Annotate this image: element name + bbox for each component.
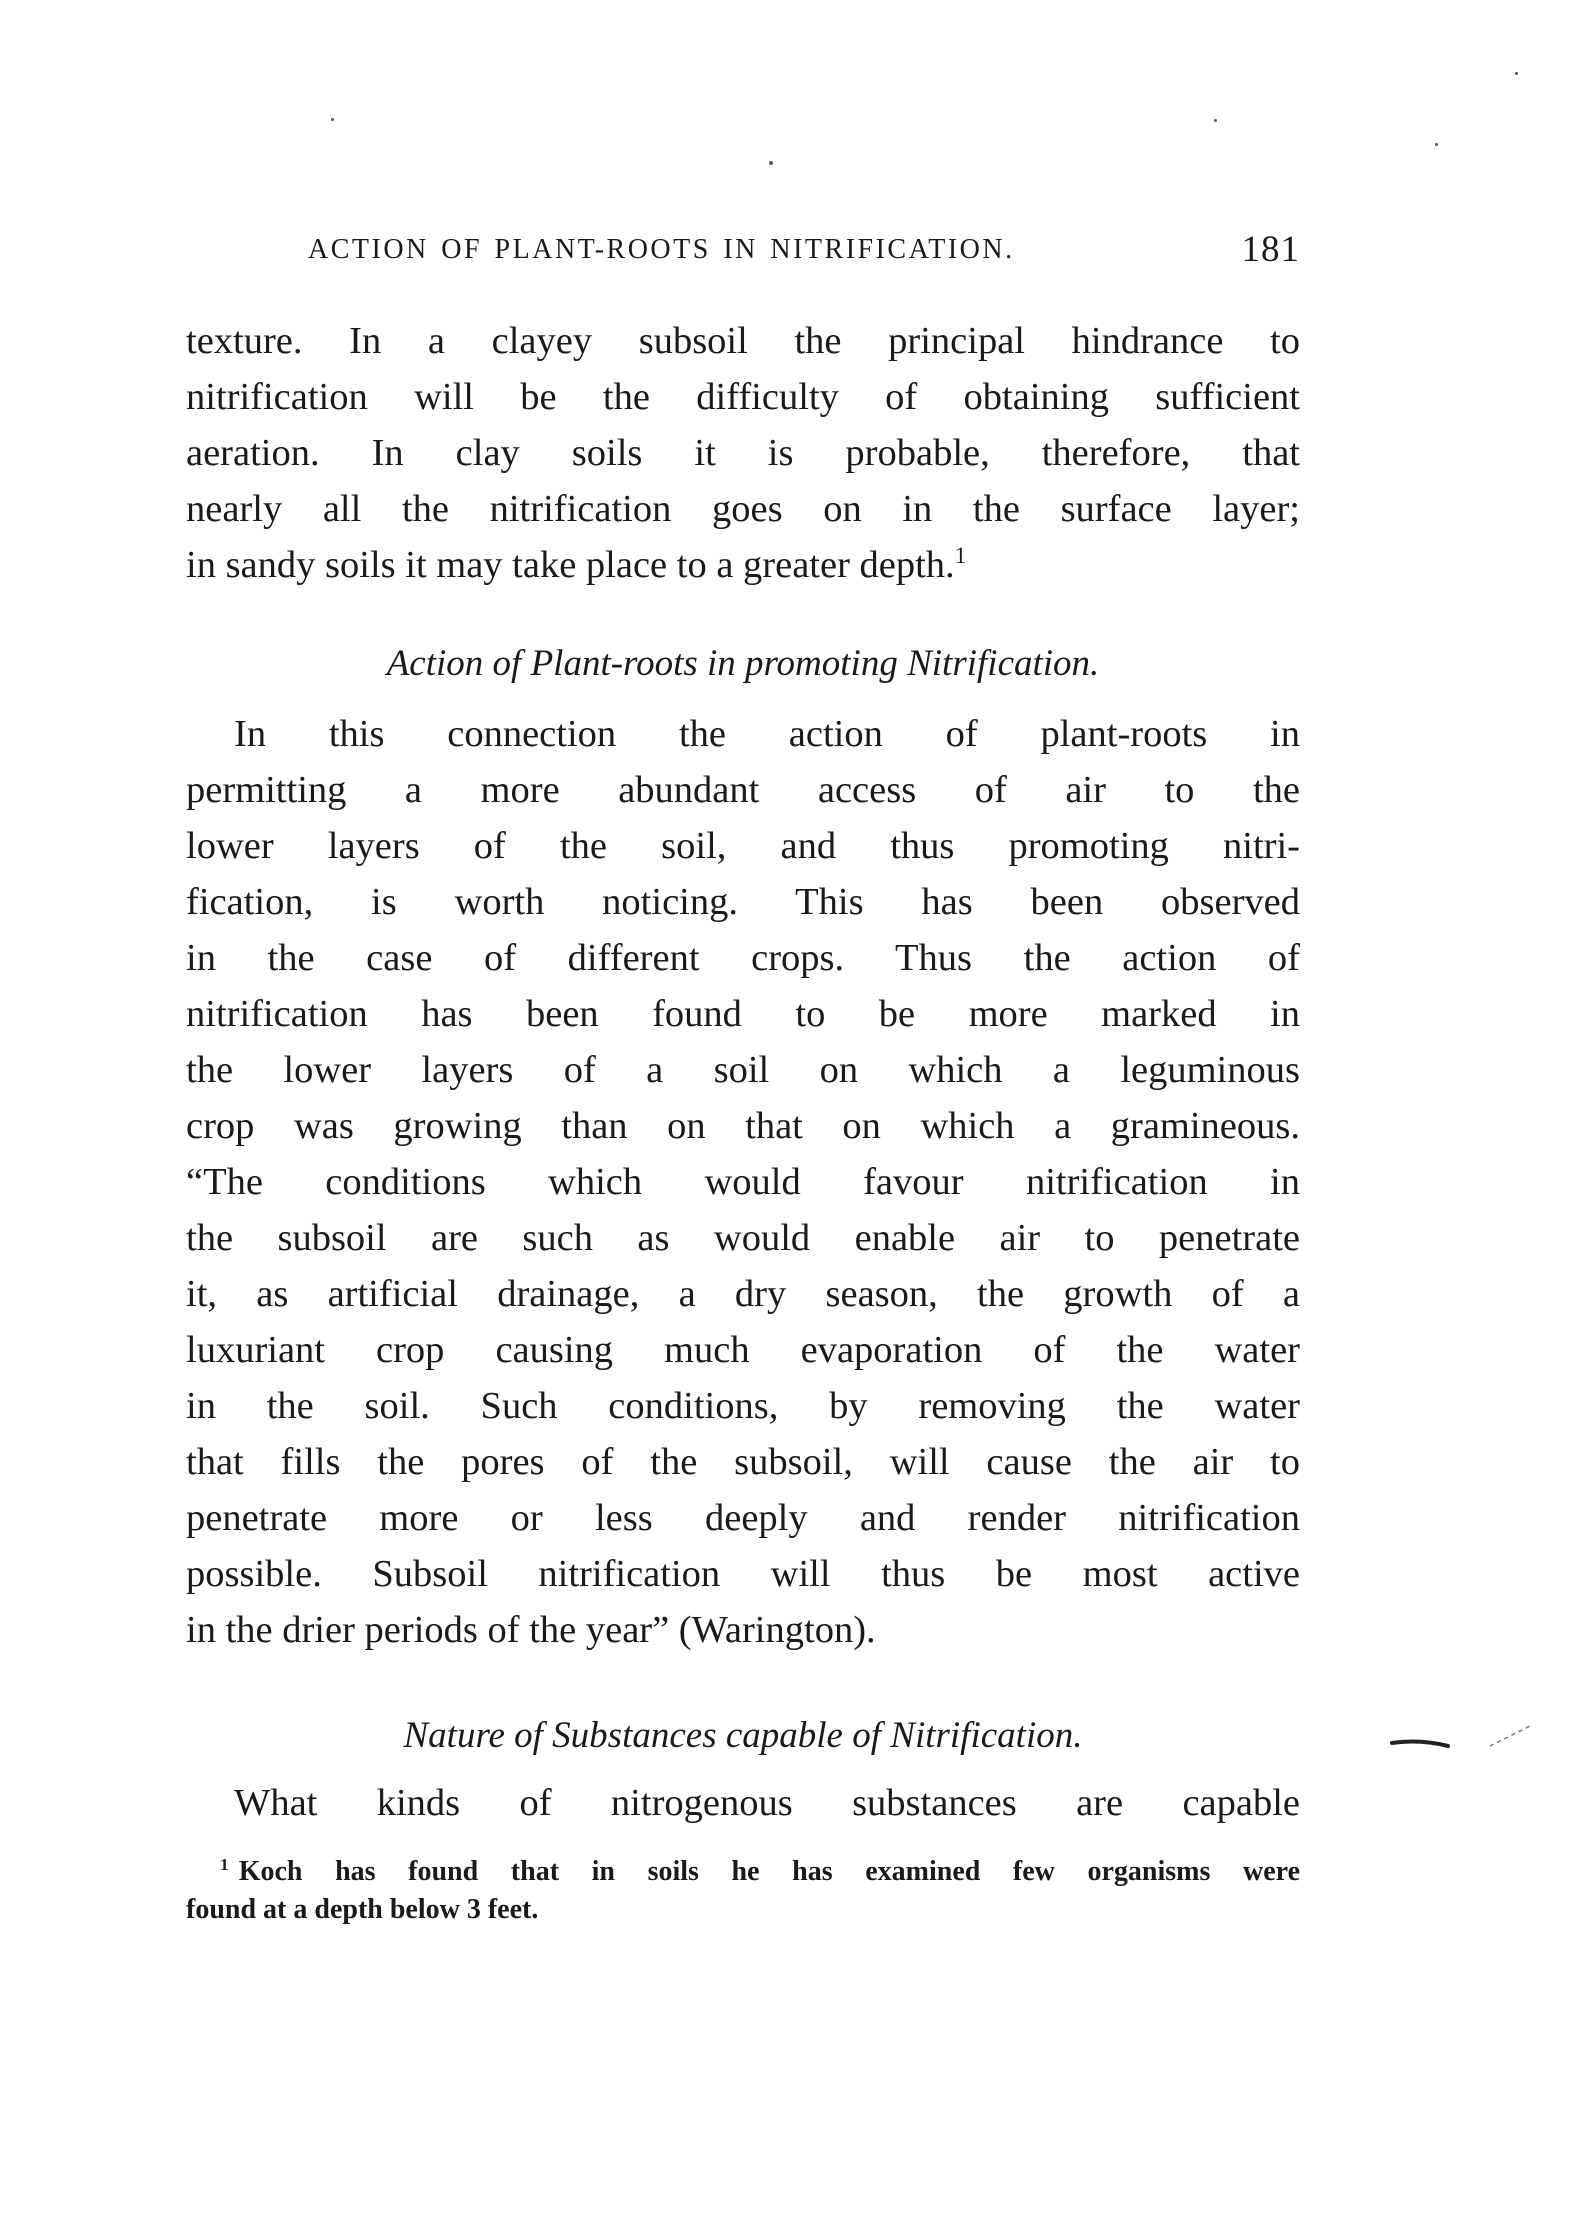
footnote [186,1853,1300,1929]
text-line: What kinds of nitrogenous substances are capable [234,1782,1300,1824]
scan-speck [1214,119,1217,122]
text-line: it, as artificial drainage, a dry season, the growth of a [186,1273,1300,1315]
scan-speck [331,118,334,121]
text-line: lower layers of the soil, and thus promoting nitri- [186,825,1300,867]
scan-speck [1515,72,1518,75]
footnote-line: found at a depth below 3 feet. [186,1894,539,1925]
text-line: crop was growing than on that on which a gramineous. [186,1105,1300,1147]
text-line: texture. In a clayey subsoil the principal hindrance to [186,320,1300,362]
footnote-marker: 1 [220,1854,229,1874]
paragraph-continuation [186,313,1300,593]
section-body-plant-roots [186,706,1300,1658]
footnote-reference: 1 [954,542,967,569]
text-line: that fills the pores of the subsoil, will cause the air to [186,1441,1300,1483]
text-line: luxuriant crop causing much evaporation of the water [186,1329,1300,1371]
text-line: aeration. In clay soils it is probable, therefore, that [186,432,1300,474]
text-line: in the drier periods of the year” (Warington). [186,1609,876,1651]
section-heading-substances: Nature of Substances capable of Nitrification. [403,1715,1083,1756]
text-line: the lower layers of a soil on which a leguminous [186,1049,1300,1091]
text-line: possible. Subsoil nitrification will thus be most active [186,1553,1300,1595]
text-line: in the soil. Such conditions, by removing the water [186,1385,1300,1427]
section-heading-plant-roots: Action of Plant-roots in promoting Nitrification. [386,643,1100,684]
section-body-substances [186,1775,1300,1831]
pencil-mark [1390,1718,1540,1758]
text-line-content: in sandy soils it may take place to a greater depth. [186,544,955,586]
text-line [186,537,1300,593]
text-line: nitrification will be the difficulty of obtaining sufficient [186,376,1300,418]
footnote-text: Koch has found that in soils he has examined few organisms were [238,1856,1300,1887]
text-line: nearly all the nitrification goes on in the surface layer; [186,488,1300,530]
text-line: penetrate more or less deeply and render nitrification [186,1497,1300,1539]
text-line: permitting a more abundant access of air to the [186,769,1300,811]
page-number: 181 [1241,229,1300,270]
text-line: fication, is worth noticing. This has been observed [186,881,1300,923]
running-title: ACTION OF PLANT-ROOTS IN NITRIFICATION. [308,234,1015,265]
scan-speck [1435,143,1438,146]
text-line: nitrification has been found to be more marked in [186,993,1300,1035]
running-head [308,228,1300,272]
text-line: In this connection the action of plant-roots in [234,713,1300,755]
footnote-line [186,1853,1300,1891]
text-line: “The conditions which would favour nitrification in [186,1161,1300,1203]
text-line: in the case of different crops. Thus the action of [186,937,1300,979]
text-line: the subsoil are such as would enable air to penetrate [186,1217,1300,1259]
scan-speck [769,161,773,165]
